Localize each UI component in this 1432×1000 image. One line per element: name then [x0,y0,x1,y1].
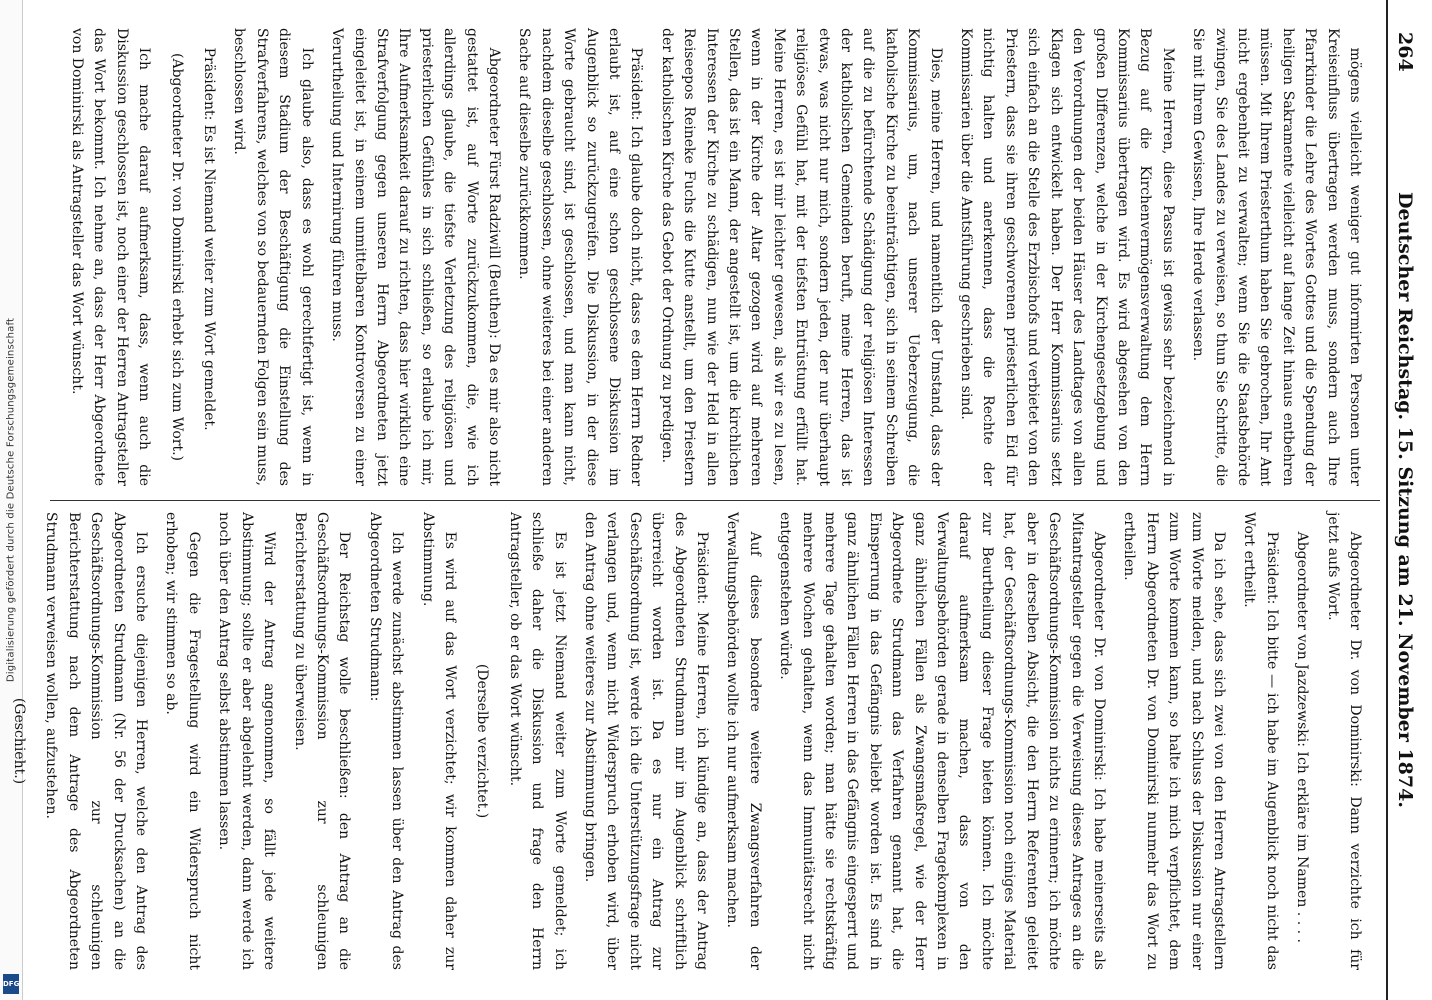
paragraph: Auf dieses besondere weitere Zwangsverfahren der Verwaltungsbehörden wollte ich nur aufmerksam machen. [724,512,763,970]
page-header [1386,0,1432,1000]
paragraph: Abgeordneter Fürst Radziwill (Beuthen): Da es mir also nicht gestattet ist, auf Worte zurückzukommen, die, wie ich allerdings glaube, die tiefste Verletzung des religiösen und priesterlichen Gefühles in sich schließen, so erlaube ich mir, Ihre Aufmerksamkeit darauf zu richten, dass hier wirklich eine Strafverfolgung gegen unseren Herrn Abgeordneten jetzt eingeleitet ist, in seinem unmittelbaren Kontroversen zu einer Verurtheilung und Internirung führen muss. [329,28,502,486]
stage-direction: (Derselbe verzichtet.) [474,663,491,819]
paragraph: Ich mache darauf aufmerksam, dass, wenn auch die Diskussion geschlossen ist, noch einer der Herren Antragsteller das Wort bekommt. Ich nehme an, dass der Herr Abgeordnete von Dominirski als Antragsteller das Wort wünscht. [69,28,153,486]
paragraph: Gegen die Fragestellung wird ein Widerspruch nicht erhoben; wir stimmen so ab. [163,512,202,970]
paragraph: Präsident: Meine Herren, ich kündige an, dass der Antrag des Abgeordneten Strudmann mir im Augenblick schriftlich überreicht worden ist. Da es nur ein Antrag zur Geschäftsordnung ist, werde ich die Unterstützungsfrage nicht verlangen und, wenn nicht Widerspruch erhoben wird, über den Antrag ohne weiteres zur Abstimmung bringen. [582,512,711,970]
stage-direction: (Abgeordneter Dr. von Dominirski erhebt sich zum Wort.) [168,53,185,461]
paragraph: Ich ersuche diejenigen Herren, welche den Antrag des Abgeordneten Strudmann (Nr. 56 der Drucksachen) an die Geschäftsordnungs-Kommission zur schleunigen Berichterstattung nach dem Antrage des Abgeordneten Strudmann verweisen wollen, aufzustehen. [43,512,150,970]
left-column [58,28,1366,486]
paragraph: Präsident: Es ist Niemand weiter zum Wort gemeldet. [201,47,218,431]
running-title: Deutscher Reichstag. 15. Sitzung am 21. November 1874. [1394,192,1416,808]
motion-text: Der Reichstag wolle beschließen: den Antrag an die Geschäftsordnungs-Kommission zur schleunigen Berichterstattung zu überweisen. [291,512,353,970]
paragraph: Es ist jetzt Niemand weiter zum Worte gemeldet; ich schließe daher die Diskussion und frage den Herrn Antragsteller, ob er das Wort wünscht. [506,512,568,970]
paragraph: Abgeordneter Dr. von Dominirski: Ich habe meinerseits als Mitantragsteller gegen die Verweisung dieses Antrages an die Geschäftsordnungs-Kommission nichts zu erinnern; ich möchte aber in derselben Absicht, die den Herrn Referenten geleitet hat, der Geschäftsordnungs-Kommission noch einiges Material zur Beurtheilung dieser Frage bieten können. Ich möchte darauf aufmerksam machen, dass von den Verwaltungsbehörden gerade in denselben Fragekomplexen in ganz ähnlichen Fällen als Zwangsmaßregel, wie der Herr Abgeordnete Strudmann das Verfahren genannt hat, die Einsperrung in das Gefängnis beliebt worden ist. Es sind in ganz ähnlichen Fällen Herren in das Gefängnis eingesperrt und mehrere Tage gehalten worden; man hätte sie rechtskräftig mehrere Wochen gehalten, wenn das Immunitätsrecht nicht entgegenstehen würde. [777,512,1107,970]
paragraph: Präsident: Ich bitte — ich habe im Augenblick noch nicht das Wort ertheilt. [1241,512,1280,970]
paragraph: Abgeordneter Dr. von Dominirski: Dann verzichte ich für jetzt aufs Wort. [1324,512,1363,970]
paragraph: mögens vielleicht weniger gut informirten Personen unter Kreiseinfluss übertragen werden muss, sondern auch Ihre Pfarrkinder die Lehre des Wortes Gottes und die Spendung der heiligen Sakramente vielleicht auf lange Zeit hinaus entbehren müssen. Mit Ihrem Priesterthum haben Sie gebrochen, Ihr Amt nicht ergebenheit zu verwalten; wenn Sie die Staatsbehörde zwingen, Sie des Landes zu verweisen, so thun Sie Schritte, die Sie mit Ihrem Gewissen, Ihre Herde verlassen. [1190,28,1363,486]
paragraph: Präsident: Ich glaube doch nicht, dass es dem Herrn Redner erlaubt ist, auf eine schon geschlossene Diskussion im Augenblick so zurückzugreifen. Die Diskussion, in der diese Worte gebraucht sind, ist geschlossen, und man kann nicht, nachdem dieselbe geschlossen, ohne weiteres bei einer anderen Sache auf dieselbe zurückkommen. [516,28,645,486]
dfg-logo: DFG [3,974,19,994]
paragraph: Dies, meine Herren, und namentlich der Umstand, dass der Kommissarius, um, nach unserer Ueberzeugung, die katholische Kirche zu beeinträchtigen, sich in seinem Schreiben auf die zu befürchtende Schädigung der religiösen Interessen der katholischen Gemeinden beruft, meine Herren, das ist etwas, was nicht nur mich, sondern jeden, der nur überhaupt religiöses Gefühl hat, mit der tiefsten Entrüstung erfüllt hat. Meine Herren, es ist mir leichter gewesen, als wir es zu lesen, wenn in der Kirche der Altar gezogen wird auf mehreren Stellen, das ist ein Mann, der angestellt ist, um die kirchlichen Interessen der Kirche zu schädigen, nun wie der Held in allen Reiseepos Reineke Fuchs die Kutte anstellt, um den Priestern der katholischen Kirche das Gebot der Ordnung zu predigen. [658,28,944,486]
right-column [0,512,1366,970]
paragraph: Da ich sehe, dass sich zwei von den Herren Antragstellern zum Worte melden, und nach Schluss der Diskussion nur einer zum Worte kommen kann, so halte ich mich verpflichtet, dem Herrn Abgeordneten Dr. von Dominirski nunmehr das Wort zu ertheilen. [1121,512,1227,970]
paragraph: Ich glaube also, dass es wohl gerechtfertigt ist, wenn in diesem Stadium der Beschäftigung die Einstellung des Strafverfahrens, welches von so bedauernden Folgen sein muss, beschlossen wird. [231,28,315,486]
paragraph: Wird der Antrag angenommen, so fällt jede weitere Abstimmung; sollte er aber abgelehnt werden, dann werde ich noch über den Antrag selbst abstimmen lassen. [216,512,278,970]
paragraph: Ich werde zunächst abstimmen lassen über den Antrag des Abgeordneten Strudmann: [366,512,406,970]
paragraph: Abgeordneter von Jazdzewski: Ich erkläre im Namen . . . . [1294,531,1311,943]
digitization-note: Digitalisierung gefördert durch die Deutsche Forschungsgemeinschaft [5,317,17,683]
page-number: 264 [1394,32,1416,72]
paragraph: Meine Herren, diese Passus ist gewiss sehr bezeichnend in Bezug auf die Kirchenvermögensverwaltung dem Herrn Kommissarius übertragen wird. Es wird abgesehen von den großen Differenzen, welche in der Kirchengesetzgebung und den Verordnungen der beiden Häuser des Landtages von allen Klagen sich entwickelt haben. Der Herr Kommissarius setzt sich einfach an die Stelle des Erzbischofs und verbietet von den Priestern, dass sie ihren geschworenen priesterlichen Eid für nichtig halten und anerkennen, dass die Rechte der Kommissarien über die Amtsführung geschrieben sind. [958,28,1176,486]
paragraph: Es wird auf das Wort verzichtet; wir kommen daher zur Abstimmung. [419,512,458,970]
column-divider [50,500,1380,501]
stage-direction: (Geschieht.) [11,697,28,785]
